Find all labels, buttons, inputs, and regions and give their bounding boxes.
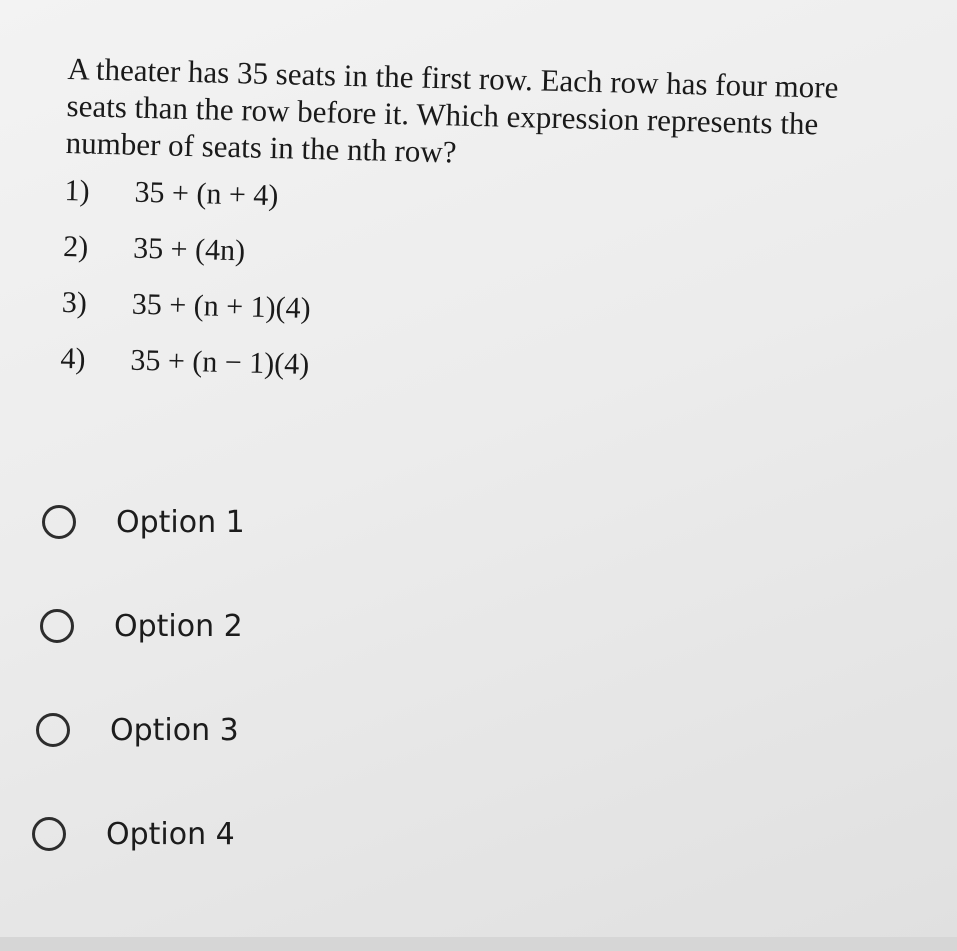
option-label[interactable]: Option 1 — [116, 504, 245, 540]
choice-expression: 35 + (n + 4) — [134, 175, 279, 213]
choice-number: 4) — [60, 341, 86, 376]
choice-number: 2) — [62, 229, 89, 264]
radio-button-icon[interactable] — [36, 713, 70, 747]
radio-button-icon[interactable] — [42, 505, 76, 539]
option-label[interactable]: Option 4 — [106, 816, 235, 852]
option-2[interactable] — [40, 592, 530, 660]
option-4[interactable] — [32, 800, 530, 868]
option-1[interactable] — [42, 488, 530, 556]
radio-button-icon[interactable] — [32, 817, 66, 851]
screen-bottom-edge — [0, 937, 957, 951]
choice-number: 3) — [61, 285, 88, 320]
choice-expression: 35 + (n − 1)(4) — [130, 343, 310, 381]
answer-options — [30, 488, 530, 904]
option-label[interactable]: Option 3 — [110, 712, 239, 748]
choice-list — [60, 163, 855, 406]
option-3[interactable] — [36, 696, 530, 764]
choice-expression: 35 + (4n) — [132, 231, 246, 268]
question-block — [60, 50, 858, 406]
choice-number: 1) — [64, 173, 90, 208]
choice-expression: 35 + (n + 1)(4) — [131, 287, 311, 325]
question-text: A theater has 35 seats in the first row. Each row has four more seats than the row before it. Which expression represents the number of seats in the nth row? — [65, 50, 839, 170]
option-label[interactable]: Option 2 — [114, 608, 243, 644]
radio-button-icon[interactable] — [40, 609, 74, 643]
